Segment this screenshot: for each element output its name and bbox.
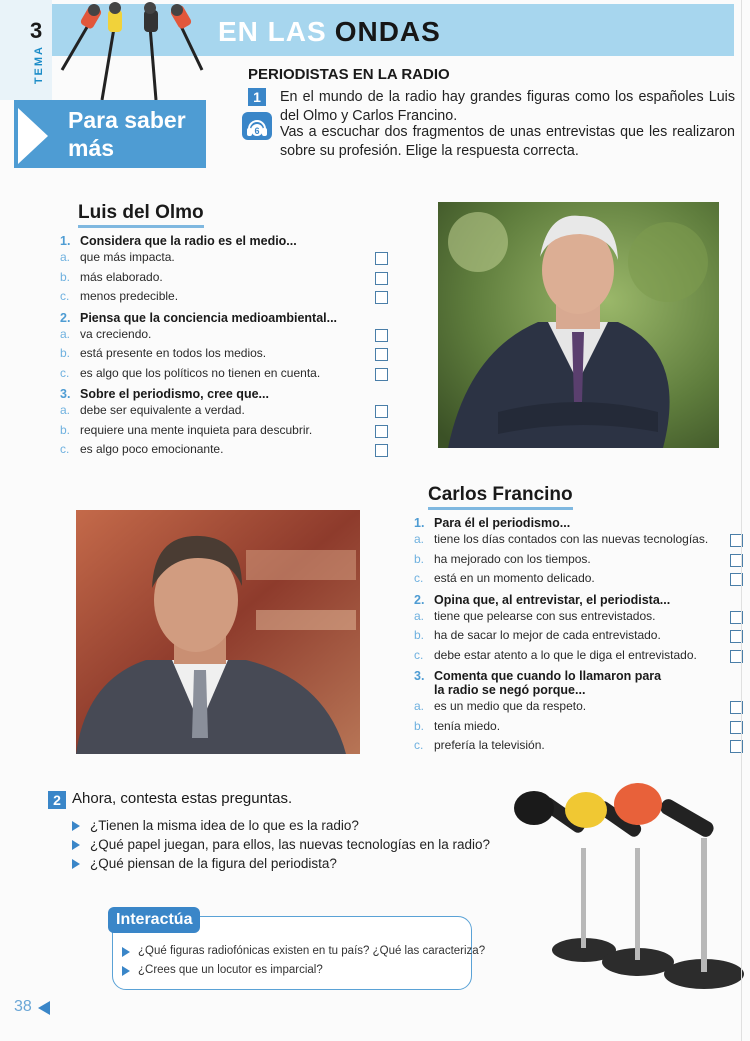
option-text: es un medio que da respeto. xyxy=(434,699,587,713)
header-microphones-image xyxy=(52,0,212,100)
carlos-questions xyxy=(414,512,744,756)
tema-label: TEMA xyxy=(33,45,45,85)
option-text: está en un momento delicado. xyxy=(434,571,595,585)
page-arrow-icon xyxy=(38,1001,50,1015)
answer-checkbox[interactable] xyxy=(375,425,388,438)
option-item xyxy=(60,287,390,307)
intro-paragraph-2: Vas a escuchar dos fragmentos de unas entrevistas que les realizaron sobre su profesión. Elige la respuesta correcta. xyxy=(280,124,735,159)
option-letter: b. xyxy=(414,551,425,566)
option-letter: c. xyxy=(60,289,70,303)
option-letter: b. xyxy=(60,269,71,284)
option-item xyxy=(60,268,390,288)
answer-checkbox[interactable] xyxy=(375,444,388,457)
answer-checkbox[interactable] xyxy=(375,405,388,418)
intro-paragraph-1: En el mundo de la radio hay grandes figuras como los españoles Luis del Olmo y Carlos Francino. xyxy=(280,89,735,124)
option-letter: b. xyxy=(414,628,425,642)
title-dark-part: ONDAS xyxy=(334,16,441,47)
question-text: Sobre el periodismo, cree que... xyxy=(80,387,269,401)
interactua-list xyxy=(122,942,485,980)
option-letter: a. xyxy=(60,250,71,264)
option-text: es algo poco emocionante. xyxy=(80,442,224,456)
carlos-francino-photo xyxy=(76,510,360,754)
page-number: 38 xyxy=(14,998,32,1015)
section-subtitle: PERIODISTAS EN LA RADIO xyxy=(248,66,450,83)
option-letter: c. xyxy=(414,571,424,585)
list-item-text: ¿Qué piensan de la figura del periodista? xyxy=(90,856,337,871)
title-light-part: EN LAS xyxy=(218,16,327,47)
option-letter: c. xyxy=(414,647,424,662)
option-text: está presente en todos los medios. xyxy=(80,346,267,360)
answer-checkbox[interactable] xyxy=(375,329,388,342)
option-letter: c. xyxy=(414,738,424,752)
luis-del-olmo-heading: Luis del Olmo xyxy=(78,202,204,228)
option-item xyxy=(414,646,744,666)
option-text: menos predecible. xyxy=(80,289,179,303)
option-item xyxy=(414,550,744,570)
option-letter: c. xyxy=(60,442,70,456)
question-text: Para él el periodismo... xyxy=(434,516,571,530)
activity-number-2: 2 xyxy=(48,791,66,809)
question-number: 1. xyxy=(60,234,71,248)
option-item xyxy=(414,530,744,550)
audio-track-number: 6 xyxy=(254,126,260,136)
list-item xyxy=(72,816,490,835)
option-letter: a. xyxy=(60,403,71,417)
option-letter: a. xyxy=(60,326,71,341)
list-item-text: ¿Crees que un locutor es imparcial? xyxy=(138,964,323,976)
list-item xyxy=(72,835,490,854)
option-letter: b. xyxy=(60,346,71,360)
question-number: 3. xyxy=(414,669,425,683)
option-text: ha de sacar lo mejor de cada entrevistado. xyxy=(434,628,661,642)
option-item xyxy=(60,344,390,364)
option-item xyxy=(414,697,744,717)
para-saber-label: Para saber más xyxy=(68,107,186,161)
tema-number: 3 xyxy=(30,18,43,43)
page-edge-divider xyxy=(741,0,742,1041)
option-text: más elaborado. xyxy=(80,269,163,284)
option-text: ha mejorado con los tiempos. xyxy=(434,551,591,566)
option-letter: a. xyxy=(414,532,425,546)
answer-checkbox[interactable] xyxy=(375,272,388,285)
option-item xyxy=(414,736,744,756)
option-letter: b. xyxy=(60,422,71,437)
option-item xyxy=(60,440,390,460)
option-text: es algo que los políticos no tienen en cuenta. xyxy=(80,365,321,380)
option-letter: c. xyxy=(60,365,70,380)
question-number: 1. xyxy=(414,516,425,530)
bullet-arrow-icon xyxy=(122,947,130,957)
question-text: Piensa que la conciencia medioambiental... xyxy=(80,310,338,325)
question-number: 3. xyxy=(60,387,71,401)
answer-checkbox[interactable] xyxy=(375,348,388,361)
option-letter: a. xyxy=(414,699,425,713)
answer-checkbox[interactable] xyxy=(375,291,388,304)
page-title xyxy=(218,16,441,48)
question-item xyxy=(414,593,744,607)
option-letter: b. xyxy=(414,718,425,733)
question-item xyxy=(60,311,390,325)
carlos-francino-heading: Carlos Francino xyxy=(428,484,573,510)
option-text: que más impacta. xyxy=(80,250,175,264)
option-item xyxy=(414,626,744,646)
question-text-line-1: Comenta que cuando lo llamaron para xyxy=(434,669,662,683)
question-text: Considera que la radio es el medio... xyxy=(80,234,297,248)
answer-checkbox[interactable] xyxy=(375,368,388,381)
activity-2-heading: Ahora, contesta estas preguntas. xyxy=(72,790,293,807)
list-item xyxy=(72,854,490,873)
question-text-line-2: la radio se negó porque... xyxy=(434,683,586,697)
option-text: va creciendo. xyxy=(80,326,152,341)
list-item-text: ¿Tienen la misma idea de lo que es la radio? xyxy=(90,818,359,833)
bullet-arrow-icon xyxy=(122,966,130,976)
option-item xyxy=(60,325,390,345)
question-number: 2. xyxy=(60,310,71,325)
option-item xyxy=(60,421,390,441)
question-item xyxy=(60,234,390,248)
luis-questions xyxy=(60,230,390,460)
question-item xyxy=(414,669,744,697)
list-item xyxy=(122,961,485,980)
option-letter: a. xyxy=(414,608,425,623)
option-text: debe estar atento a lo que le diga el entrevistado. xyxy=(434,647,697,662)
list-item-text: ¿Qué papel juegan, para ellos, las nuevas tecnologías en la radio? xyxy=(90,837,491,852)
bullet-arrow-icon xyxy=(72,821,80,831)
audio-track-icon xyxy=(242,112,272,140)
question-number: 2. xyxy=(414,592,425,607)
option-text: tiene que pelearse con sus entrevistados. xyxy=(434,608,656,623)
bullet-arrow-icon xyxy=(72,859,80,869)
question-text: Opina que, al entrevistar, el periodista... xyxy=(434,592,671,607)
option-text: tiene los días contados con las nuevas tecnologías. xyxy=(434,532,709,546)
activity-2-list xyxy=(72,816,490,873)
bullet-arrow-icon xyxy=(72,840,80,850)
luis-del-olmo-photo xyxy=(438,202,719,448)
list-item xyxy=(122,942,485,961)
option-text: debe ser equivalente a verdad. xyxy=(80,403,245,417)
option-text: requiere una mente inquieta para descubrir. xyxy=(80,422,313,437)
answer-checkbox[interactable] xyxy=(375,252,388,265)
list-item-text: ¿Qué figuras radiofónicas existen en tu país? ¿Qué las caracteriza? xyxy=(138,945,486,957)
option-item xyxy=(60,364,390,384)
option-text: prefería la televisión. xyxy=(434,738,545,752)
microphones-illustration xyxy=(508,778,744,1000)
option-item xyxy=(414,569,744,589)
option-item xyxy=(60,401,390,421)
option-text: tenía miedo. xyxy=(434,718,501,733)
question-item xyxy=(414,516,744,530)
option-item xyxy=(414,607,744,627)
panel-arrow-icon xyxy=(18,108,48,164)
headphones-icon xyxy=(242,112,272,140)
interactua-label: Interactúa xyxy=(108,907,200,933)
activity-number-1: 1 xyxy=(248,88,266,106)
option-item xyxy=(414,717,744,737)
option-item xyxy=(60,248,390,268)
question-item xyxy=(60,387,390,401)
